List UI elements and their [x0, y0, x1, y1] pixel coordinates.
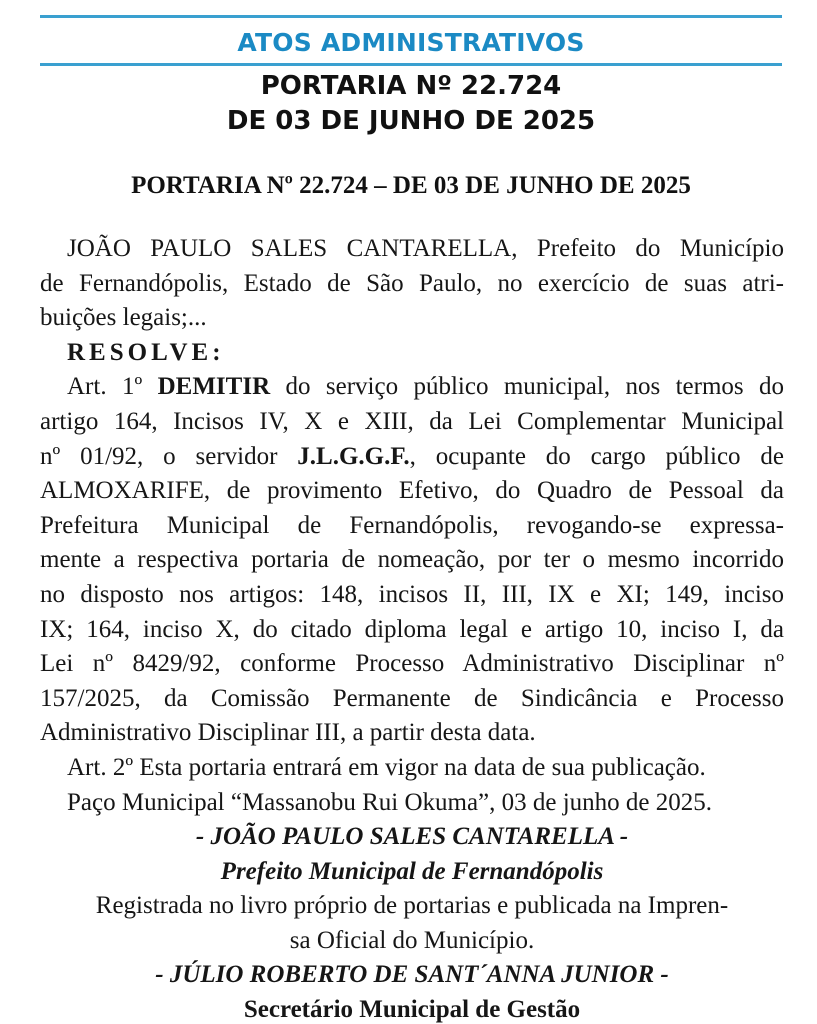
registration-line-1: Registrada no livro próprio de portarias e publicada na Impren- — [95, 892, 729, 920]
art1-line-2: artigo 164, Incisos IV, X e XIII, da Lei Complementar Municipal — [40, 407, 784, 435]
art1-line-6: mente a respectiva portaria de nomeação, por ter o mesmo incorrido — [40, 546, 784, 574]
art1-line-7: no disposto nos artigos: 148, incisos II, III, IX e XI; 149, inciso — [40, 580, 784, 608]
paco-municipal-line: Paço Municipal “Massanobu Rui Okuma”, 03 de junho de 2025. — [67, 788, 713, 816]
art1-line-8: IX; 164, inciso X, do citado diploma legal e artigo 10, inciso I, da — [40, 615, 784, 643]
top-rule — [40, 15, 782, 18]
preamble-line-2: de Fernandópolis, Estado de São Paulo, no exercício de suas atri- — [40, 269, 784, 297]
ordinance-title: PORTARIA Nº 22.724 – DE 03 DE JUNHO DE 2025 — [131, 172, 691, 199]
art1-line-1-rest: do serviço público municipal, nos termos do — [270, 373, 784, 401]
art1-line-3-rest: , ocupante do cargo público de — [409, 442, 784, 470]
art1-line-3 — [40, 440, 784, 475]
registration-line-2: sa Oficial do Município. — [289, 926, 535, 954]
art1-action: DEMITIR — [157, 373, 271, 401]
art1-line-11: Administrativo Disciplinar III, a partir desta data. — [40, 719, 536, 747]
header-rule — [40, 63, 782, 66]
resolve-heading: RESOLVE: — [67, 338, 225, 366]
art1-line-10: 157/2025, da Comissão Permanente de Sindicância e Processo — [40, 684, 784, 712]
art1-label: Art. 1º — [67, 373, 158, 401]
preamble-line-1: JOÃO PAULO SALES CANTARELLA, Prefeito do Município — [67, 235, 784, 262]
signer-2-role: Secretário Municipal de Gestão — [243, 996, 581, 1024]
art1-line-4: ALMOXARIFE, de provimento Efetivo, do Quadro de Pessoal da — [40, 477, 784, 505]
section-header: ATOS ADMINISTRATIVOS — [237, 28, 585, 57]
art2-text: Art. 2º Esta portaria entrará em vigor na data de sua publicação. — [67, 753, 706, 781]
servant-initials: J.L.G.G.F. — [297, 442, 410, 470]
art1-line-3-start: nº 01/92, o servidor — [40, 442, 298, 470]
art1-line-1 — [40, 370, 784, 405]
ordinance-number-heading: PORTARIA Nº 22.724 — [260, 71, 562, 101]
ordinance-date-heading: DE 03 DE JUNHO DE 2025 — [226, 106, 596, 136]
preamble-line-3: buições legais;... — [40, 304, 207, 332]
art1-line-5: Prefeitura Municipal de Fernandópolis, revogando-se expressa- — [40, 511, 784, 539]
signer-2-name: - JÚLIO ROBERTO DE SANT´ANNA JUNIOR - — [155, 961, 669, 989]
signer-1-role: Prefeito Municipal de Fernandópolis — [220, 857, 604, 885]
signer-1-name: - JOÃO PAULO SALES CANTARELLA - — [195, 823, 629, 851]
ordinance-body — [40, 232, 784, 1024]
art1-line-9: Lei nº 8429/92, conforme Processo Administrativo Disciplinar nº — [40, 650, 784, 678]
